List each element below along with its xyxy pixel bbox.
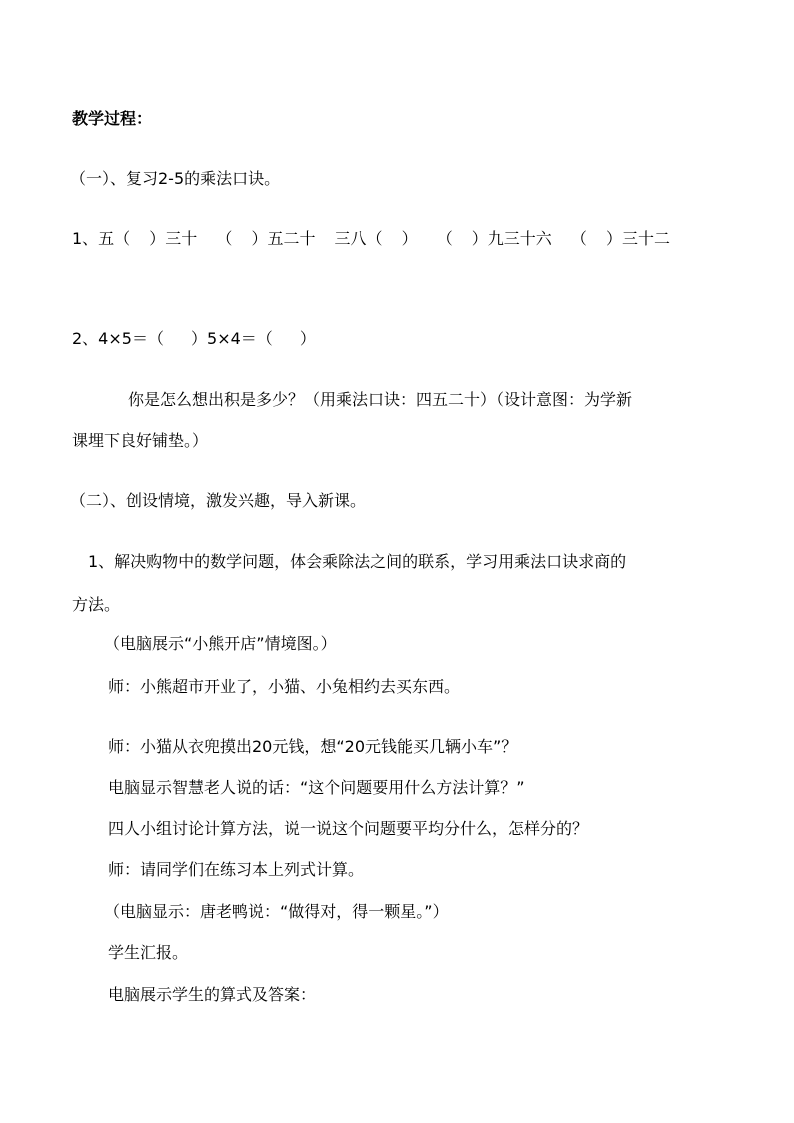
section2-title: （二）、创设情境，激发兴趣，导入新课。 [70,491,367,510]
section-heading: 教学过程： [72,109,153,128]
section1-title: （一）、复习2-5的乘法口诀。 [70,169,281,188]
paragraph-8: 学生汇报。 [108,943,189,962]
task1-line-1: 1、解决购物中的数学问题，体会乘除法之间的联系，学习用乘法口诀求商的 [88,552,627,571]
paragraph-3: 师：小猫从衣兜摸出20元钱，想“20元钱能买几辆小车”？ [108,737,518,756]
exercise-item-1: 1、五（ ）三十 （ ）五二十 三八（ ） （ ）九三十六 （ ）三十二 [72,229,670,248]
exercise-item-2: 2、4×5＝（ ）5×4＝（ ） [72,329,316,348]
paragraph-6: 师：请同学们在练习本上列式计算。 [108,860,365,879]
task1-line-2: 方法。 [72,595,121,614]
paragraph-4: 电脑显示智慧老人说的话：“这个问题要用什么方法计算？” [108,778,525,797]
paragraph-1: （电脑展示“小熊开店”情境图。） [104,634,337,653]
paragraph-5: 四人小组讨论计算方法，说一说这个问题要平均分什么，怎样分的？ [108,819,589,838]
paragraph-9: 电脑展示学生的算式及答案： [108,985,317,1004]
paragraph-7: （电脑显示：唐老鸭说：“做得对，得一颗星。”） [104,902,449,921]
paragraph-2: 师：小熊超市开业了，小猫、小兔相约去买东西。 [108,677,461,696]
question-line-2: 课埋下良好铺垫。） [72,431,209,450]
question-line-1: 你是怎么想出积是多少？（用乘法口诀：四五二十）（设计意图：为学新 [128,390,633,409]
